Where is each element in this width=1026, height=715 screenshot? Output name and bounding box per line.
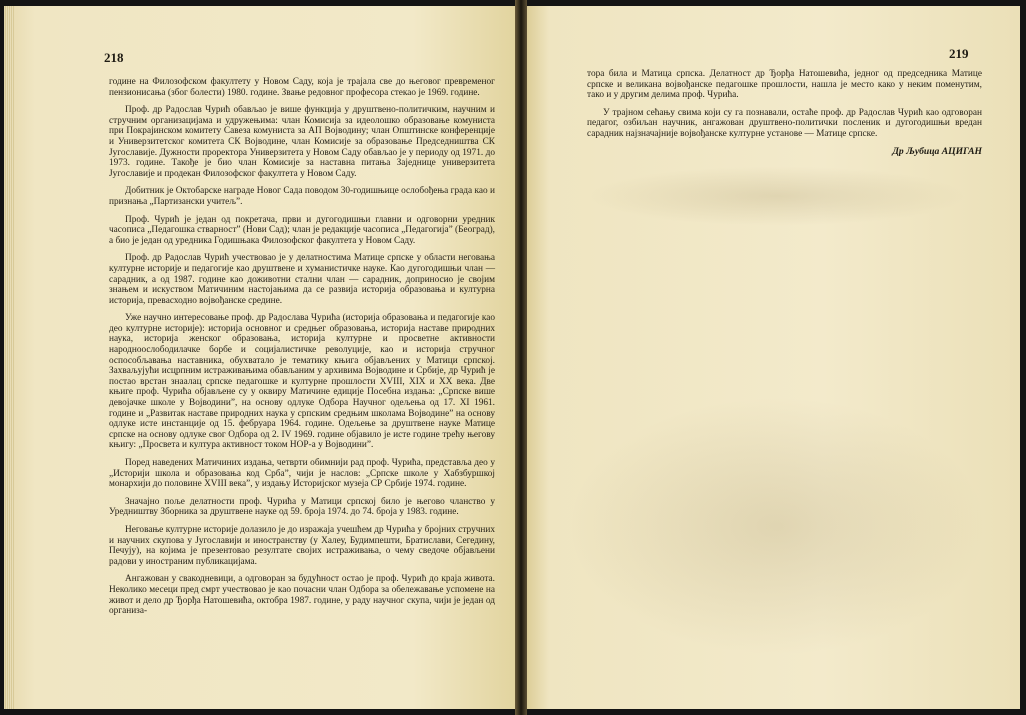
paragraph: Проф. др Радослав Чурић обављао је више функција у друштвено-политичким, научним и стручним организацијама и удружењима: члан Комисија за идеолошко образовање комуниста при Покрајинском комитету Савеза комуниста за АП Војводину; члан Општинске конференције и Универзитетског комитета СК Војводине, члан Комисије за образовање Председништва СК Југославије. Дужности проректора Универзитета у Новом Саду обављао је у периоду од 1971. до 1973. године. Такође је био члан Комисије за наставна питања Заједнице универзитета Југославије и продекан Филозофског факултета у Новом Саду. — [109, 105, 495, 179]
bleed-through-shadow — [567, 396, 987, 656]
right-page — [527, 6, 1020, 709]
paragraph: Ангажован у свакодневици, а одговоран за будућност остао је проф. Чурић до краја живота. Неколико месеци пред смрт учествовао је као почасни члан Одбора за обележавање успомене на живот и дело др Ђорђа Натошевића, октобра 1987. године, у раду научног скупа, чији је један од организа- — [109, 574, 495, 617]
paragraph: Добитник је Октобарске награде Новог Сада поводом 30-годишњице ослобођења града као и признања „Партизански учитељ”. — [109, 186, 495, 207]
paragraph: Проф. др Радослав Чурић учествовао је у делатностима Матице српске у области неговања културне историје и педагогије као друштвене и хуманистичке науке. Као дугогодишњи члан — сарадник, а од 1987. године као доживотни стални члан — сарадник, доприносио је својим знањем и искуством Матичиним настојањима да се развија историја образовања и културна историја, превасходно војвођанске средине. — [109, 253, 495, 306]
paragraph: Неговање културне историје долазило је до изражаја учешћем др Чурића у бројних стручних и научних скупова у Југославији и иностранству (у Халеу, Будимпешти, Братислави, Сегедину, Печују), на којима је презентовао резултате својих истраживања, о чему сведоче објављени радови у иностраним публикацијама. — [109, 524, 495, 567]
paragraph: Уже научно интересовање проф. др Радослава Чурића (историја образовања и педагогије као део културне историје): историја основног и средњег образовања, историја наставе природних наука, историја женског образовања, историја културне и просветне активности народноослободилачке борбе и социјалистичке револуције, као и историја стручног оспособљавања наставника, обухватало је тематику књига објављених у Матици српској. Захваљујући исцрпним истраживањима обављаним у архивима Војводине и Србије, др Чурић је постао врстан знаалац српске педагошке и културне прошлости XVIII, XIX и XX века. Две књиге проф. Чурића објављене су у оквиру Матичине едиције Посебна издања: „Српске више девојачке школе у Војводини”, на основу одлуке Одбора Научног одељења од 17. XI 1961. године и „Развитак наставе природних наука у српским средњим школама Војводине” на основу одлуке исте инстанције од 15. фебруара 1964. године. Одељење за друштвене науке Матице српске на основу одлуке свог Одбора од 2. IV 1969. године објавило је исте године трећу његову књигу: „Просвета и култура активност током НОР-а у Војводини”. — [109, 313, 495, 451]
paragraph: тора била и Матица српска. Делатност др Ђорђа Натошевића, једног од председника Матице српске и великана војвођанске педагошке прошлости, нашла је место како у неким поменутим, тако и у другим делима проф. Чурића. — [587, 69, 982, 101]
book-gutter — [515, 0, 527, 715]
right-page-text — [587, 69, 982, 157]
page-number: 219 — [949, 46, 969, 61]
paragraph: У трајном сећању свима који су га познавали, остаће проф. др Радослав Чурић као одговоран педагог, озбиљан научник, ангажован друштвено-политички посленик и дугогодишњи вредан сарадник најзначајније војвођанске културне установе — Матице српске. — [587, 107, 982, 139]
bleed-through-shadow — [587, 166, 967, 226]
paragraph: Проф. Чурић је један од покретача, први и дугогодишњи главни и одговорни уредник часописа „Педагошка стварност” (Нови Сад); члан је редакције часописа „Педагогија” (Београд), а био је један од уредника Годишњака Филозофског факултета у Новом Саду. — [109, 214, 495, 246]
left-page-text — [109, 77, 495, 624]
paragraph: године на Филозофском факултету у Новом Саду, која је трајала све до његовог превременог пензионисања (због болести) 1980. године. Звање редовног професора стекао је 1969. године. — [109, 77, 495, 98]
paragraph: Поред наведених Матичиних издања, четврти обимнији рад проф. Чурића, представља део у „Историји школа и образовања код Срба”, чији је наслов: „Српске школе у Хабзбуршкој монархији до половине XVIII века”, у издању Историјског музеја СР Србије 1974. године. — [109, 458, 495, 490]
paragraph: Значајно поље делатности проф. Чурића у Матици српској било је његово чланство у Уредништву Зборника за друштвене науке од 59. броја 1974. до 74. броја у 1983. године. — [109, 496, 495, 518]
left-page — [4, 6, 515, 709]
page-edges-decoration — [4, 6, 14, 709]
author-signature: Др Љубица АЦИГАН — [892, 145, 982, 157]
page-number: 218 — [104, 50, 124, 65]
